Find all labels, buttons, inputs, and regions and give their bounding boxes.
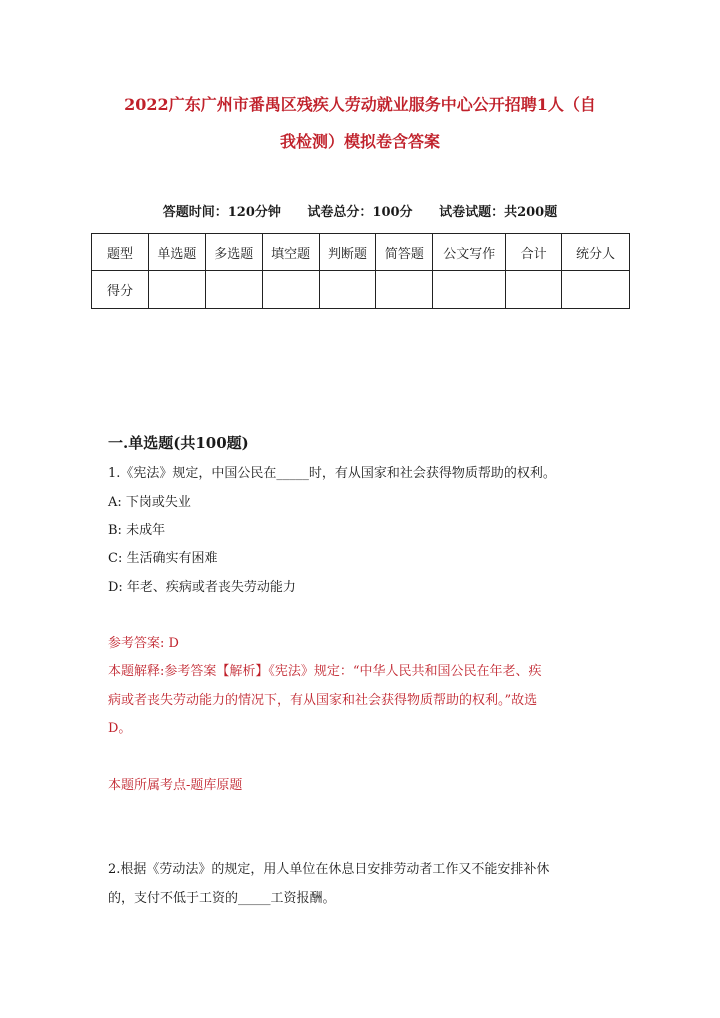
score-cell (319, 271, 376, 309)
score-table-row (92, 271, 630, 309)
score-table-header: 公文写作 (433, 234, 506, 271)
score-cell (205, 271, 262, 309)
score-table-header: 统分人 (562, 234, 630, 271)
question-2-stem-line-2: 的，支付不低于工资的_____工资报酬。 (108, 891, 336, 906)
score-cell (376, 271, 433, 309)
document-title-line-1: 2022广东广州市番禺区残疾人劳动就业服务中心公开招聘1人（自 (124, 95, 596, 114)
exam-meta (100, 201, 620, 220)
question-1-option-a: A: 下岗或失业 (108, 495, 191, 510)
question-1-topic: 本题所属考点-题库原题 (108, 778, 243, 793)
score-cell (262, 271, 319, 309)
score-table-header: 题型 (92, 234, 149, 271)
score-table-header: 判断题 (319, 234, 376, 271)
question-2-stem-line-1: 2.根据《劳动法》的规定，用人单位在休息日安排劳动者工作又不能安排补休 (108, 862, 550, 877)
question-1-explanation-line-2: 病或者丧失劳动能力的情况下，有从国家和社会获得物质帮助的权利。”故选 (108, 693, 538, 708)
question-1-option-c: C: 生活确实有困难 (108, 551, 218, 566)
question-1-explanation-line-1: 本题解释:参考答案【解析】《宪法》规定：“中华人民共和国公民在年老、疾 (108, 664, 542, 679)
score-table-header: 填空题 (262, 234, 319, 271)
exam-total-score: 试卷总分：100分 (307, 205, 413, 220)
score-table (91, 233, 630, 309)
exam-time: 答题时间：120分钟 (162, 205, 281, 220)
score-table-header: 单选题 (148, 234, 205, 271)
question-1-answer: 参考答案: D (108, 636, 179, 651)
score-table-header-row (92, 234, 630, 271)
section-title: 一.单选题(共100题) (108, 434, 249, 452)
score-cell (433, 271, 506, 309)
score-table-header: 简答题 (376, 234, 433, 271)
document-title-line-2: 我检测）模拟卷含答案 (279, 132, 440, 151)
score-table-header: 多选题 (205, 234, 262, 271)
question-1-option-b: B: 未成年 (108, 523, 166, 538)
score-table-header: 合计 (506, 234, 562, 271)
score-cell (562, 271, 630, 309)
score-cell (148, 271, 205, 309)
question-1-explanation-line-3: D。 (108, 721, 132, 736)
score-row-label: 得分 (92, 271, 149, 309)
score-cell (506, 271, 562, 309)
question-1-stem: 1.《宪法》规定，中国公民在_____时，有从国家和社会获得物质帮助的权利。 (108, 466, 556, 481)
question-1-option-d: D: 年老、疾病或者丧失劳动能力 (108, 580, 296, 595)
exam-question-count: 试卷试题：共200题 (439, 205, 558, 220)
